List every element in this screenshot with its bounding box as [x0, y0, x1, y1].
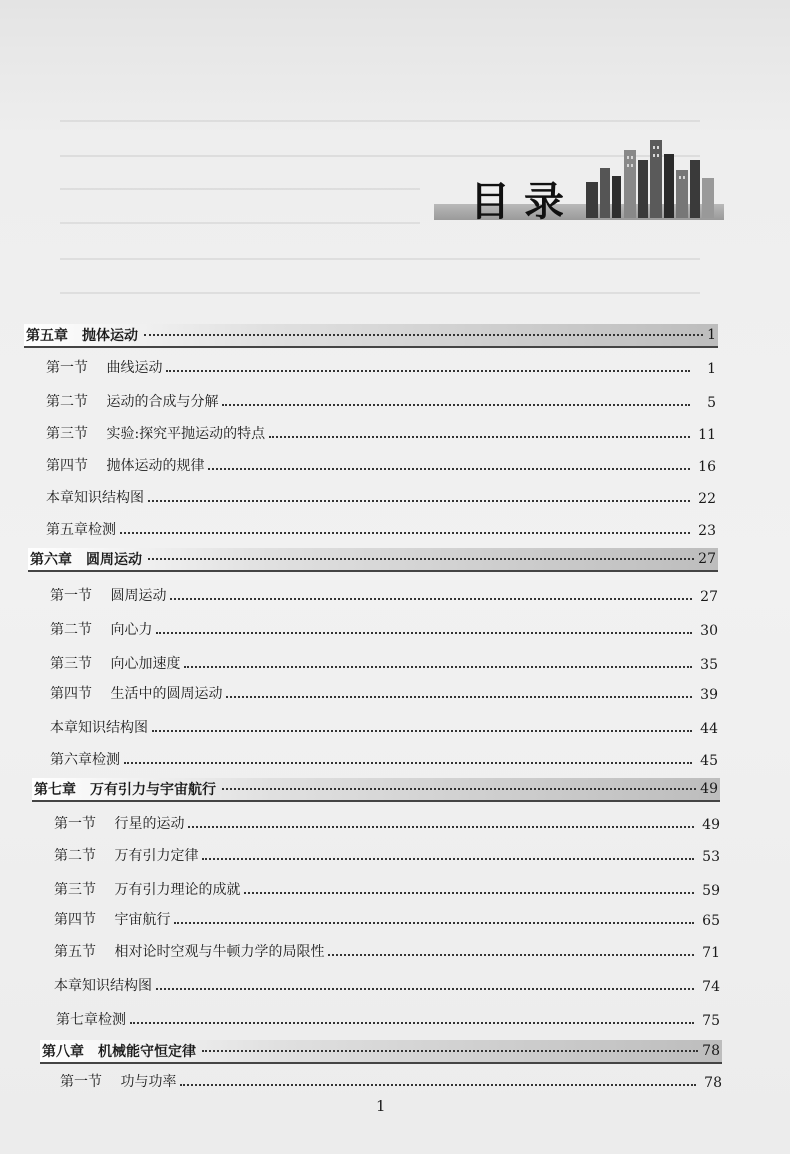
chapter-heading[interactable] — [40, 1040, 722, 1064]
toc-entry[interactable] — [56, 1006, 720, 1032]
entry-page: 5 — [707, 395, 716, 411]
dot-leader — [202, 1050, 698, 1052]
toc-entry[interactable] — [50, 746, 718, 772]
dot-leader — [222, 788, 696, 790]
dot-leader — [144, 334, 703, 336]
toc-entry[interactable] — [46, 420, 716, 446]
entry-page: 16 — [698, 459, 716, 475]
dot-leader — [130, 1022, 694, 1024]
entry-page: 74 — [702, 979, 720, 995]
entry-page: 71 — [702, 945, 720, 961]
entry-title: 第四节 抛体运动的规律 — [46, 458, 205, 474]
entry-page: 49 — [702, 817, 720, 833]
dot-leader — [174, 922, 694, 924]
entry-title: 第三节 向心加速度 — [50, 656, 181, 672]
toc-entry[interactable] — [54, 842, 720, 868]
entry-page: 23 — [698, 523, 716, 539]
entry-page: 65 — [702, 913, 720, 929]
toc-entry[interactable] — [54, 938, 720, 964]
dot-leader — [180, 1084, 696, 1086]
dot-leader — [244, 892, 694, 894]
toc-entry[interactable] — [54, 972, 720, 998]
entry-title: 本章知识结构图 — [54, 978, 152, 994]
dot-leader — [156, 988, 694, 990]
entry-page: 45 — [700, 753, 718, 769]
dot-leader — [202, 858, 694, 860]
chapter-page: 1 — [707, 327, 716, 343]
entry-page: 78 — [704, 1075, 722, 1091]
dot-leader — [328, 954, 694, 956]
entry-title: 第五章检测 — [46, 522, 116, 538]
dot-leader — [148, 500, 690, 502]
chapter-page: 78 — [702, 1043, 720, 1059]
entry-title: 本章知识结构图 — [46, 490, 144, 506]
toc-entry[interactable] — [46, 452, 716, 478]
toc-entry[interactable] — [50, 680, 718, 706]
entry-title: 第六章检测 — [50, 752, 120, 768]
toc-entry[interactable] — [46, 484, 716, 510]
dot-leader — [148, 558, 694, 560]
chapter-page: 49 — [700, 781, 718, 797]
entry-title: 第一节 曲线运动 — [46, 360, 163, 376]
page-number: 1 — [376, 1097, 386, 1115]
dot-leader — [170, 598, 692, 600]
chapter-title: 第八章 机械能守恒定律 — [42, 1044, 196, 1060]
toc-entry[interactable] — [50, 714, 718, 740]
entry-title: 第二节 向心力 — [50, 622, 153, 638]
toc-entry[interactable] — [46, 388, 716, 414]
entry-page: 30 — [700, 623, 718, 639]
dot-leader — [166, 370, 690, 372]
entry-title: 第七章检测 — [56, 1012, 126, 1028]
toc-entry[interactable] — [54, 810, 720, 836]
entry-title: 第一节 行星的运动 — [54, 816, 185, 832]
dot-leader — [222, 404, 690, 406]
toc-entry[interactable] — [50, 616, 718, 642]
entry-page: 11 — [698, 427, 716, 443]
dot-leader — [120, 532, 690, 534]
chapter-title: 第五章 抛体运动 — [26, 328, 138, 344]
dot-leader — [124, 762, 692, 764]
entry-page: 1 — [707, 361, 716, 377]
entry-page: 22 — [698, 491, 716, 507]
toc-entry[interactable] — [60, 1068, 722, 1094]
entry-page: 39 — [700, 687, 718, 703]
entry-page: 27 — [700, 589, 718, 605]
chapter-title: 第七章 万有引力与宇宙航行 — [34, 782, 216, 798]
dot-leader — [156, 632, 692, 634]
entry-page: 75 — [702, 1013, 720, 1029]
chapter-title: 第六章 圆周运动 — [30, 552, 142, 568]
chapter-heading[interactable] — [24, 324, 718, 348]
entry-title: 第一节 圆周运动 — [50, 588, 167, 604]
page-title: 目录 — [470, 179, 578, 225]
entry-page: 44 — [700, 721, 718, 737]
dot-leader — [208, 468, 690, 470]
entry-title: 第一节 功与功率 — [60, 1074, 177, 1090]
dot-leader — [226, 696, 692, 698]
toc-entry[interactable] — [46, 354, 716, 380]
chapter-page: 27 — [698, 551, 716, 567]
chapter-heading[interactable] — [28, 548, 718, 572]
entry-title: 第三节 实验:探究平抛运动的特点 — [46, 426, 266, 442]
dot-leader — [188, 826, 694, 828]
chapter-heading[interactable] — [32, 778, 720, 802]
entry-title: 第四节 宇宙航行 — [54, 912, 171, 928]
entry-page: 59 — [702, 883, 720, 899]
entry-page: 35 — [700, 657, 718, 673]
entry-page: 53 — [702, 849, 720, 865]
entry-title: 第四节 生活中的圆周运动 — [50, 686, 223, 702]
dot-leader — [152, 730, 692, 732]
entry-title: 第二节 运动的合成与分解 — [46, 394, 219, 410]
dot-leader — [269, 436, 690, 438]
toc-entry[interactable] — [50, 650, 718, 676]
toc-entry[interactable] — [50, 582, 718, 608]
toc-entry[interactable] — [46, 516, 716, 542]
toc-entry[interactable] — [54, 876, 720, 902]
dot-leader — [184, 666, 692, 668]
entry-title: 第五节 相对论时空观与牛顿力学的局限性 — [54, 944, 325, 960]
entry-title: 第二节 万有引力定律 — [54, 848, 199, 864]
entry-title: 本章知识结构图 — [50, 720, 148, 736]
toc-entry[interactable] — [54, 906, 720, 932]
entry-title: 第三节 万有引力理论的成就 — [54, 882, 241, 898]
